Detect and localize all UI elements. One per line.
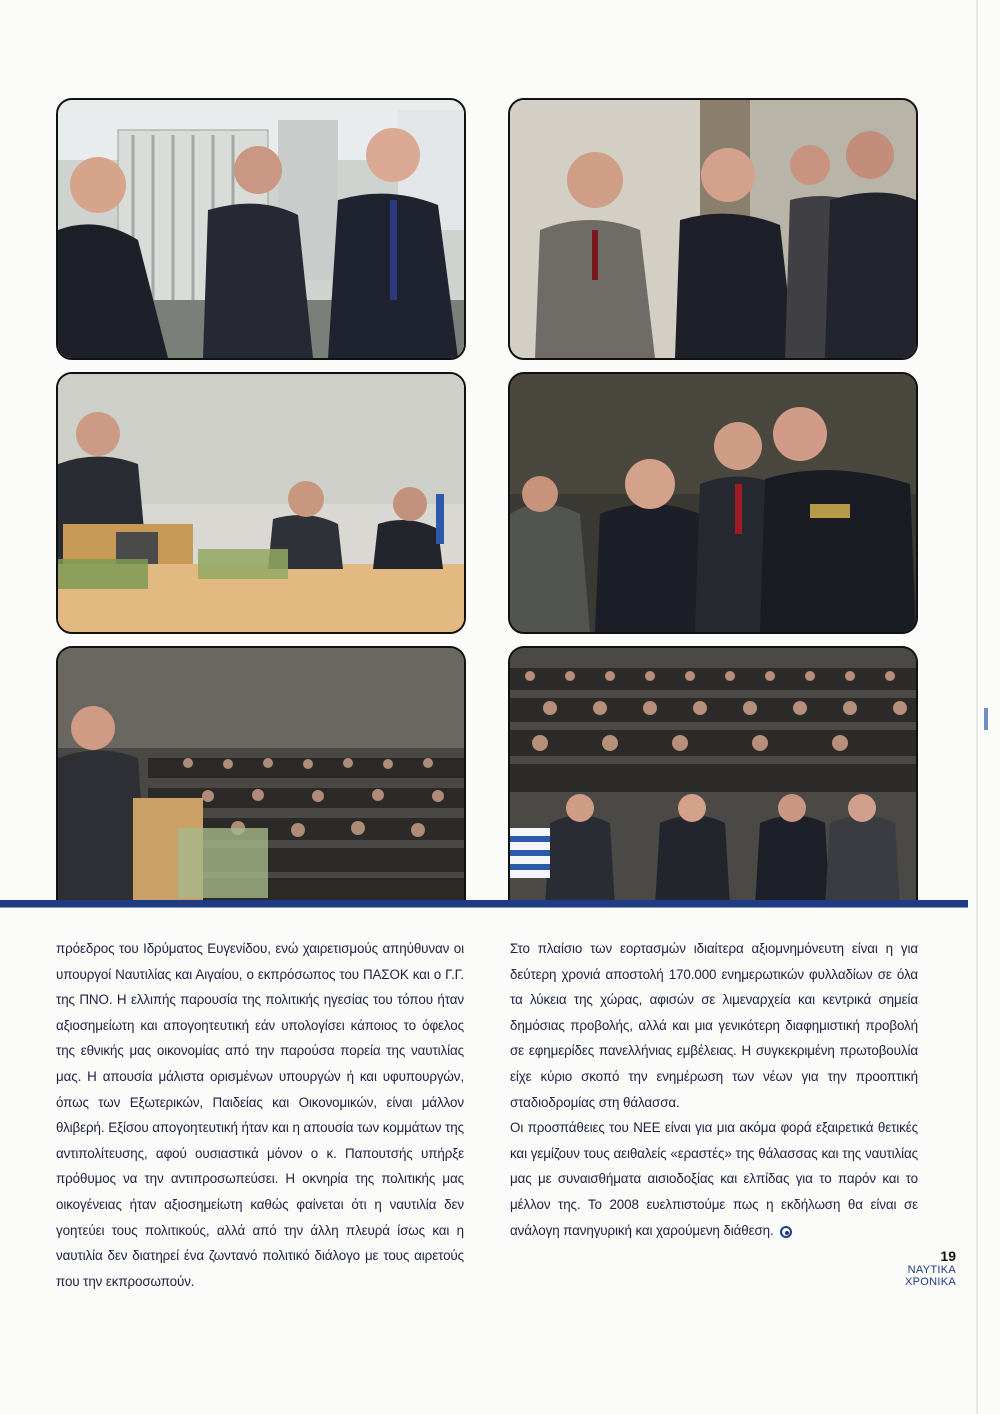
article-paragraph: πρόεδρος του Ιδρύματος Ευγενίδου, ενώ χαιρετισμούς απηύθυναν οι υπουργοί Ναυτιλίας και Αιγαίου, ο εκπρόσωπος του ΠΑΣΟΚ και ο Γ.Γ. της ΠΝΟ. Η ελλιπής παρουσία της πολιτικής ηγεσίας του τόπου ήταν αξιοσημείωτη και απογοητευτική εάν υπολογίσει κάποιος το όφελος της εθνικής μας οικονομίας από την παρούσα πορεία της ναυτιλίας μας. Η απουσία μάλιστα ορισμένων υπουργών ή και υφυπουργών, όπως των Εξωτερικών, Παιδείας και Οικονομικών, είναι μάλλον θλιβερή. Εξίσου απογοητευτική ήταν και η απουσία των κομμάτων της αντιπολίτευσης, αφού ουσιαστικά μόνον ο κ. Παπουτσής υπήρξε πρόθυμος να την αντιπροσωπεύσει. Η οκνηρία της πολιτικής μας οικογένειας ήταν αξιοσημείωτη καθώς φαίνεται ότι η ναυτιλία δεν γοητεύει τους πολιτικούς, αλλά από την άλλη πλευρά ίσως και η ναυτιλία δεν διατηρεί ένα ζωντανό πολιτικό διάλογο με τους αιρετούς που την εκπροσωπούν. bbox=[56, 941, 464, 1289]
photo-audience-front-rows bbox=[508, 646, 918, 906]
article-right-column bbox=[510, 936, 918, 1243]
photo-guests-in-corridor bbox=[508, 98, 918, 360]
article-left-column bbox=[56, 936, 464, 1294]
photo-podium-and-panel bbox=[56, 372, 466, 634]
page-edge bbox=[976, 0, 978, 1414]
photo-officials-at-gate bbox=[56, 98, 466, 360]
article-paragraph-text: Οι προσπάθειες του ΝΕΕ είναι για μια ακόμα φορά εξαιρετικά θετικές και γεμίζουν τους αειθαλείς «εραστές» της θάλασσας και της ναυτιλίας μας με συναισθήματα αισιοδοξίας και ελπίδας για το παρόν και το μέλλον της. Το 2008 ευελπιστούμε πως η εκδήλωση θα είναι σε ανάλογη πανηγυρική και χαρούμενη διάθεση. bbox=[510, 1120, 918, 1238]
photo-speaker-and-audience bbox=[56, 646, 466, 906]
folio bbox=[900, 1248, 956, 1288]
article-paragraph: Στο πλαίσιο των εορτασμών ιδιαίτερα αξιομνημόνευτη είναι η για δεύτερη χρονιά αποστολή 170.000 ενημερωτικών φυλλαδίων σε όλα τα λύκεια της χώρας, αφισών σε λιμεναρχεία και κεντρικά σημεία δημόσιας προβολής, αλλά και μια γενικότερη διαφημιστική προβολή σε εφημερίδες πανελλήνιας εμβέλειας. Η συγκεκριμένη πρωτοβουλία είχε κύριο σκοπό την ενημέρωση των νέων για την προοπτική σταδιοδρομίας στη θάλασσα. bbox=[510, 941, 918, 1110]
article-paragraph-final bbox=[510, 1115, 918, 1243]
photo-handshake-with-officer bbox=[508, 372, 918, 634]
magazine-name-line2: ΧΡΟΝΙΚΑ bbox=[904, 1276, 956, 1288]
section-divider bbox=[0, 900, 968, 907]
end-mark-icon bbox=[780, 1226, 792, 1238]
magazine-name-line1: ΝΑΥΤΙΚΑ bbox=[907, 1264, 956, 1276]
scan-mark bbox=[984, 708, 988, 730]
page-number: 19 bbox=[940, 1248, 956, 1264]
